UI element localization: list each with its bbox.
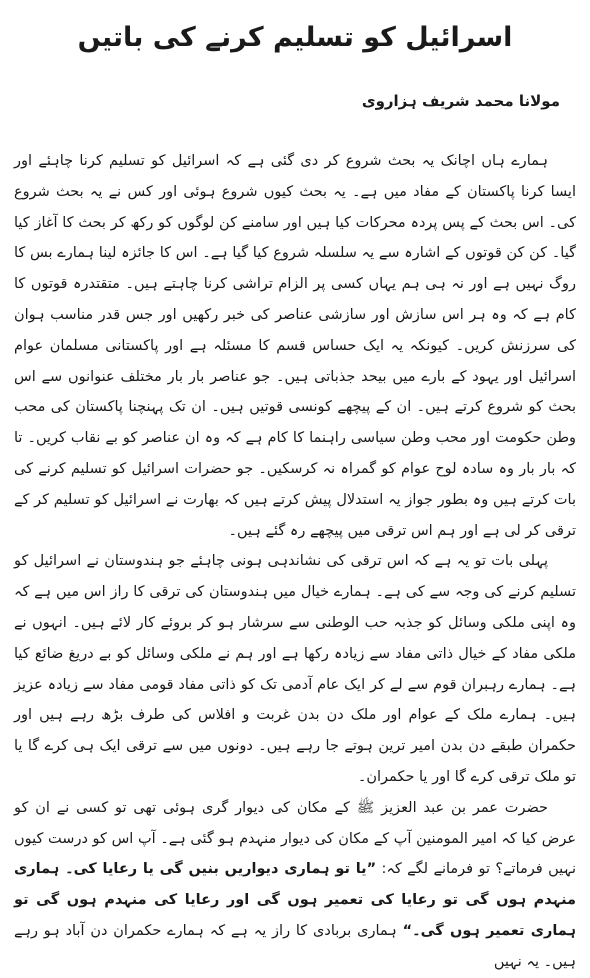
paragraph-2: پہلی بات تو یہ ہے کہ اس ترقی کی نشاندہی ہونی چاہئے جو ہندوستان نے اسرائیل کو تسلیم کرنے کی وجہ سے کی ہے۔ ہمارے خیال میں ہندوستان کی ترقی کا راز اس میں ہے کہ وہ اپنی ملکی وسائل کو جذبہ حب الوطنی سے سرشار ہو کر بروئے کار لائے ہیں۔ انہوں نے ملکی مفاد کے خیال ذاتی مفاد سے زیادہ رکھا ہے اور ہم نے ملکی وسائل کو بے دریغ ضائع کیا ہے۔ ہمارے رہبران قوم سے لے کر ایک عام آدمی تک کو ذاتی مفاد قومی مفاد سے زیادہ عزیز ہیں۔ ہمارے ملک کے عوام اور ملک دن بدن غربت و افلاس کی طرف بڑھ رہے ہیں اور حکمران طبقے دن بدن امیر ترین ہوتے جا رہے ہیں۔ دونوں میں سے ترقی ایک ہی کرے گا یا تو ملک ترقی کرے گا اور یا حکمران۔ <box>14 553 576 785</box>
paragraph-3 <box>14 793 576 978</box>
paragraph-1: ہمارے ہاں اچانک یہ بحث شروع کر دی گئی ہے کہ اسرائیل کو تسلیم کرنا چاہئے اور ایسا کرنا پاکستان کے مفاد میں ہے۔ یہ بحث کیوں شروع ہوئی اور کس نے یہ بحث شروع کی۔ اس بحث کے پس پردہ محرکات کیا ہیں اور سامنے کن لوگوں کو رکھ کر بحث کا آغاز کیا گیا۔ کن کن قوتوں کے اشارہ سے یہ سلسلہ شروع کیا گیا ہے۔ اس کا جائزہ لینا ہمارے بس کا روگ نہیں ہے اور نہ ہی ہم یہاں کسی پر الزام تراشی کرنا چاہتے ہیں۔ متقتدرہ قوتوں کا کام ہے کہ وہ ہر اس سازش اور سازشی عناصر کی خبر رکھیں اور جس قدر مناسب ہوان کی سرزنش کریں۔ کیونکہ یہ ایک حساس قسم کا مسئلہ ہے اور پاکستانی مسلمان عوام اسرائیل اور یہود کے بارے میں بیحد جذباتی ہیں۔ جو عناصر بار بار مختلف عنوانوں سے اس بحث کو شروع کرتے ہیں۔ ان کے پیچھے کونسی قوتیں ہیں۔ ان تک پہنچنا پاکستان کی محب وطن حکومت اور محب وطن سیاسی راہنما کا کام ہے کہ وہ ان عناصر کو بے نقاب کریں۔ تا کہ بار بار وہ سادہ لوح عوام کو گمراہ نہ کرسکیں۔ جو حضرات اسرائیل کو تسلیم کرنے کی بات کرتے ہیں وہ بطور جواز یہ استدلال پیش کرتے ہیں کہ بھارت نے اسرائیل کو تسلیم کر کے ترقی کر لی ہے اور ہم اس ترقی میں پیچھے رہ گئے ہیں۔ <box>14 153 576 539</box>
closing-text: ہماری بربادی کا راز یہ ہے کہ ہمارے حکمران دن آباد ہو رہے ہیں۔ یہ نہیں <box>14 922 576 970</box>
article-body <box>14 146 576 978</box>
quotation: ”یا تو ہماری دیواریں بنیں گی یا رعایا کی۔ ہماری منہدم ہوں گی تو رعایا کی تعمیر ہوں گی اور رعایا کی منہدم ہوں گی تو ہماری تعمیر ہوں گی۔“ <box>14 861 576 939</box>
article-author: مولانا محمد شریف ہزاروی <box>361 92 560 110</box>
paragraph-3-text: حضرت عمر بن عبد العزیز ﷺ کے مکان کی دیوار گری ہوئی تھی تو کسی نے ان کو عرض کیا کہ امیر المومنین آپ کے مکان کی دیوار منہدم ہو گئی ہے۔ آپ اس کو درست کیوں نہیں فرماتے؟ تو فرمانے لگے کہ: <box>14 799 577 878</box>
article-title: اسرائیل کو تسلیم کرنے کی باتیں <box>77 22 513 53</box>
